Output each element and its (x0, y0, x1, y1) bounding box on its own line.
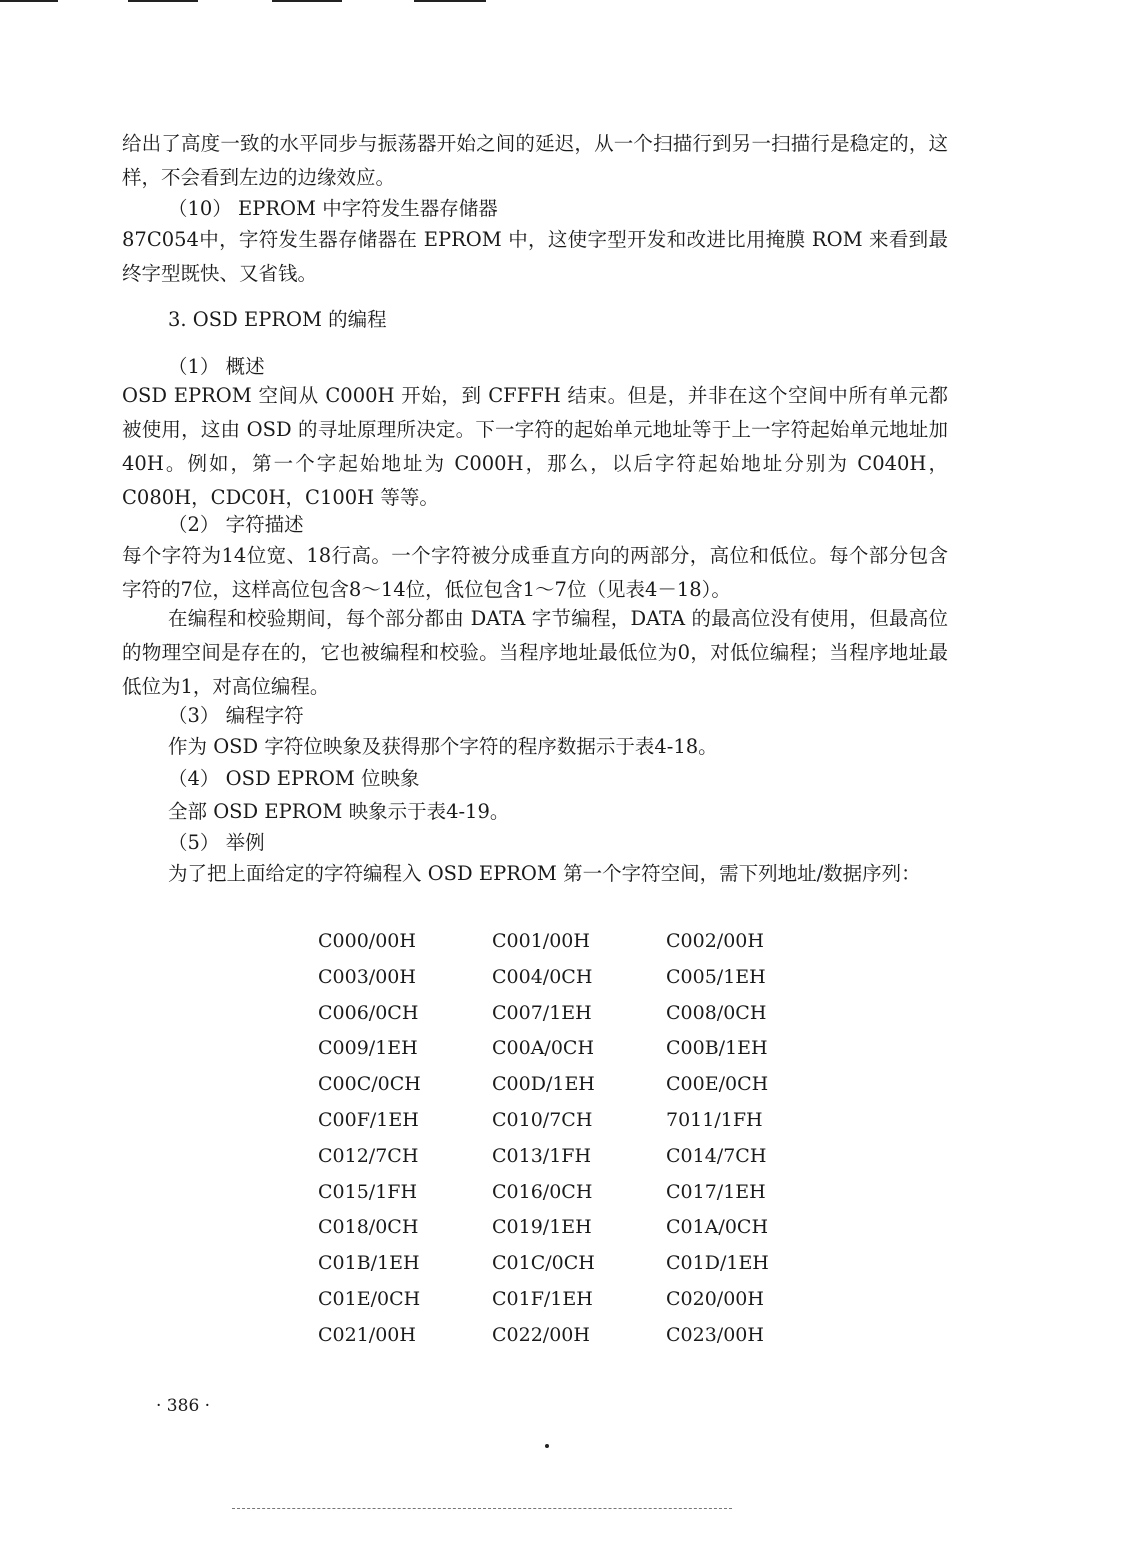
table-cell: C022/00H (492, 1323, 590, 1346)
paragraph: 给出了高度一致的水平同步与振荡器开始之间的延迟，从一个扫描行到另一扫描行是稳定的，这样，不会看到左边的边缘效应。 (122, 132, 948, 189)
top-rule (414, 0, 486, 2)
table-row (318, 1318, 840, 1354)
table-row (318, 1282, 840, 1318)
top-rule (0, 0, 58, 2)
page-number: · 386 · (156, 1396, 211, 1416)
table-cell: C01F/1EH (492, 1287, 593, 1310)
table-cell: C023/00H (666, 1323, 764, 1346)
paragraph: OSD EPROM 空间从 C000H 开始，到 CFFFH 结束。但是，并非在这个空间中所有单元都被使用，这由 OSD 的寻址原理所决定。下一字符的起始单元地址等于上一字符起始单元地址加40H。例如，第一个字起始地址为 C000H，那么，以后字符起始地址分别为 C040H，C080H，CDC0H，C100H 等等。 (122, 384, 948, 509)
table-row (318, 996, 840, 1032)
table-cell: C008/0CH (666, 1001, 767, 1024)
top-rule (128, 0, 198, 2)
table-cell: C015/1FH (318, 1180, 418, 1203)
table-row (318, 1210, 840, 1246)
table-cell: C021/00H (318, 1323, 416, 1346)
address-data-table (318, 924, 840, 1354)
table-row (318, 924, 840, 960)
table-cell: C00B/1EH (666, 1037, 768, 1060)
table-cell: C005/1EH (666, 965, 766, 988)
table-cell: C020/00H (666, 1287, 764, 1310)
paragraph: 在编程和校验期间，每个部分都由 DATA 字节编程，DATA 的最高位没有使用，但最高位的物理空间是存在的，它也被编程和校验。当程序地址最低位为0，对低位编程；当程序地址最低位为1，对高位编程。 (122, 607, 948, 698)
section-heading: （1） 概述 (168, 355, 265, 378)
table-cell: C01C/0CH (492, 1252, 595, 1275)
table-cell: C01E/0CH (318, 1287, 421, 1310)
paragraph: 作为 OSD 字符位映象及获得那个字符的程序数据示于表4-18。 (168, 735, 718, 758)
table-cell: C007/1EH (492, 1001, 592, 1024)
table-cell: C01A/0CH (666, 1216, 769, 1239)
section-heading: （4） OSD EPROM 位映象 (168, 767, 420, 790)
table-cell: C004/0CH (492, 965, 593, 988)
table-cell: C002/00H (666, 930, 764, 952)
table-cell: C018/0CH (318, 1216, 419, 1239)
table-cell: C00E/0CH (666, 1073, 769, 1096)
table-cell: C014/7CH (666, 1144, 767, 1167)
section-heading: （10） EPROM 中字符发生器存储器 (168, 197, 498, 220)
paragraph: 每个字符为14位宽、18行高。一个字符被分成垂直方向的两部分，高位和低位。每个部分包含字符的7位，这样高位包含8～14位，低位包含1～7位（见表4－18）。 (122, 544, 948, 601)
table-cell: C00C/0CH (318, 1073, 421, 1096)
table-cell: C00F/1EH (318, 1108, 419, 1131)
paragraph: 全部 OSD EPROM 映象示于表4-19。 (168, 800, 510, 823)
section-heading: （5） 举例 (168, 831, 265, 854)
table-row (318, 1139, 840, 1175)
paragraph: 为了把上面给定的字符编程入 OSD EPROM 第一个字符空间，需下列地址/数据序列： (168, 862, 921, 885)
table-cell: C006/0CH (318, 1001, 419, 1024)
table-cell: C009/1EH (318, 1037, 418, 1060)
table-cell: C003/00H (318, 965, 416, 988)
table-row (318, 1103, 840, 1139)
section-heading: （2） 字符描述 (168, 513, 304, 536)
table-cell: C00A/0CH (492, 1037, 595, 1060)
table-row (318, 1031, 840, 1067)
table-cell: 7011/1FH (666, 1108, 763, 1131)
table-row (318, 960, 840, 996)
section-heading: （3） 编程字符 (168, 704, 304, 727)
section-heading: 3. OSD EPROM 的编程 (168, 308, 387, 331)
table-cell: C000/00H (318, 930, 416, 952)
table-cell: C019/1EH (492, 1216, 592, 1239)
bottom-rule (232, 1508, 732, 1509)
scan-speck (545, 1444, 549, 1448)
paragraph: 87C054中，字符发生器存储器在 EPROM 中，这使字型开发和改进比用掩膜 ROM 来看到最终字型既快、又省钱。 (122, 228, 948, 285)
table-cell: C01B/1EH (318, 1252, 420, 1275)
table-cell: C013/1FH (492, 1144, 592, 1167)
table-cell: C017/1EH (666, 1180, 766, 1203)
table-cell: C016/0CH (492, 1180, 593, 1203)
table-cell: C001/00H (492, 930, 590, 952)
table-cell: C012/7CH (318, 1144, 419, 1167)
table-cell: C01D/1EH (666, 1252, 769, 1275)
table-row (318, 1175, 840, 1211)
table-cell: C00D/1EH (492, 1073, 595, 1096)
table-cell: C010/7CH (492, 1108, 593, 1131)
top-rule (272, 0, 342, 2)
table-row (318, 1067, 840, 1103)
table-row (318, 1246, 840, 1282)
